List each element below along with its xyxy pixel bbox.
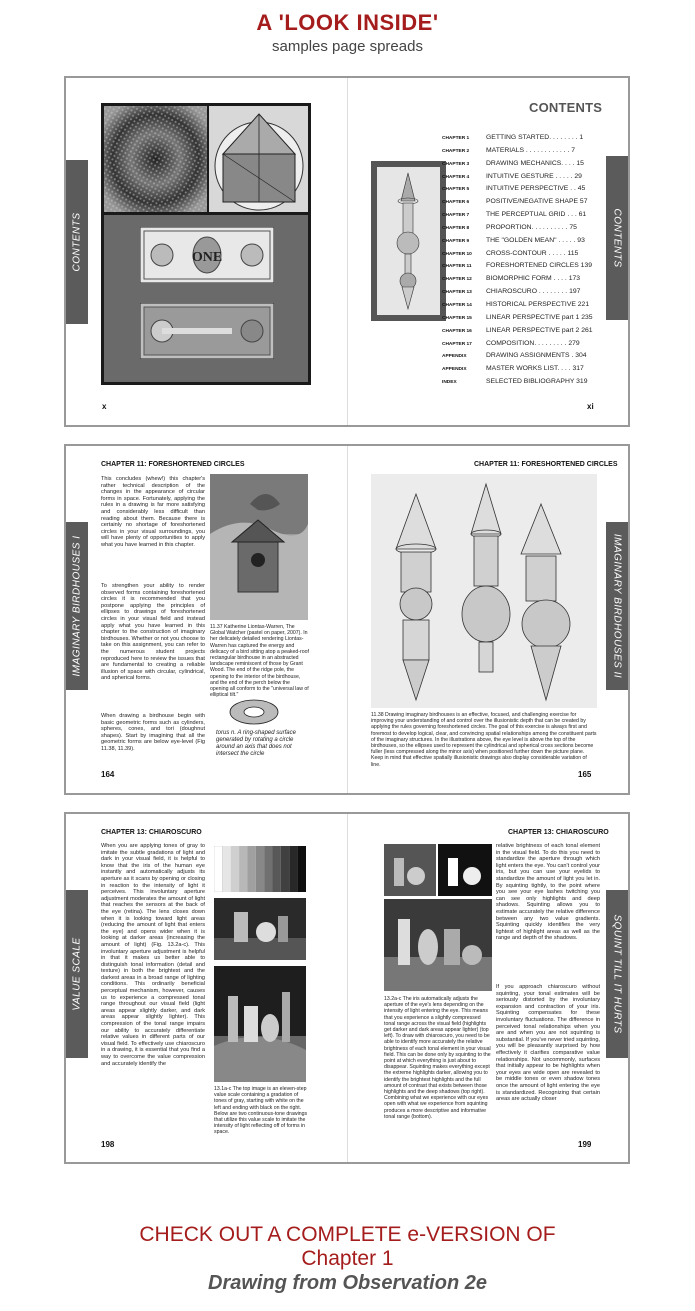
toc-row (442, 340, 602, 353)
toc-chapter-label: CHAPTER 12 (442, 277, 472, 283)
toc-row (442, 147, 602, 160)
left-running-head: CHAPTER 13: CHIAROSCURO (101, 829, 202, 836)
gutter (347, 814, 348, 1162)
spread-chiaroscuro (64, 812, 630, 1164)
left-side-tab: CONTENTS (66, 160, 88, 324)
toc-row (442, 314, 602, 327)
contents-heading: CONTENTS (529, 100, 603, 115)
right-side-tab: IMAGINARY BIRDHOUSES II (606, 522, 628, 690)
right-page-number: xi (587, 402, 594, 411)
right-body-text-1: relative brightness of each tonal element in the visual field. To do this you need to standardize the aperture through which light enters the eye. You can't control your iris, but you can use your eyelids to standardize the amount of light you let in. By squinting tightly, to the point where you see your eye lashes twitching you can see only highlights and deep shadows. Squinting allows you to estimate accurately the relative difference between any two value gradients. Squinting quickly identifies the very lightest of highlight areas as well as the range and depth of the shadows. (496, 843, 600, 942)
toc-chapter-label: CHAPTER 8 (442, 225, 470, 231)
left-paragraph-1: This concludes (whew!) this chapter's rather technical description of the changes in the appearance of circular forms in space. Fortunately, applying the rules in a drawing is far more satisfying and considerably less difficult than reading about them. Because there is certainly no shortage of foreshortened circles in your visual surroundings, you will have plenty of opportunities to apply what you have learned in this chapter. (101, 476, 205, 548)
left-body-text: When you are applying tones of gray to imitate the subtle gradations of light and dark in your visual field, it is helpful to know that the iris of the human eye instantly and automatically adjusts its aperture as it scans by opening or closing in reaction to the intensity of light it perceives. This involuntary aperture adjustment moderates the amount of light that reaches the sensors at the back of the eye (retina). The lens closes down when it is looking toward light areas (reducing the amount of light that enters the eye) and opens wider when it is looking at darker areas (increasing the amount of light) (Fig. 13.2a-c). This involuntary aperture adjustment is helpful in that it makes us better able to distinguish tonal information (detail and texture) in both the brightest and the darkest areas in a broad range of lighting conditions. This ordinarily beneficial perceptual mechanism, however, causes us to experience a compressed tonal range throughout our visual field (light areas appear slightly darker, and dark areas appear slightly lighter). This compression of the tonal range impairs our ability to accurately differentiate relative values in different parts of our visual field. To effectively use chiaroscuro in a drawing, it is essential that you find a way to overcome the value compression and accurately identify the (101, 843, 205, 1067)
figure-11-38-caption: 11.38 Drawing imaginary birdhouses is an effective, focused, and challenging exercise for improving your understanding of and control over the illusionistic depth that can be created by applying the rules governing foreshortened circles. The goal of this exercise is always first and foremost to develop logical, clear, and convincing spatial relationships among the constituent parts of the imaginary structures. In the illustrations above, the eye level is above the top of the birdhouses, so the ellipses used to represent the cylindrical and spherical cross sections become fuller (less compressed along the minor axis) when positioned further down the picture plane. Keep in mind that effective spatially illusionistic drawings also display considerable variation of line. (371, 712, 597, 768)
left-side-tab: IMAGINARY BIRDHOUSES I (66, 522, 88, 690)
toc-chapter-label: CHAPTER 11 (442, 264, 472, 270)
right-page-number: 165 (578, 770, 592, 779)
page-subtitle: samples page spreads (272, 38, 423, 55)
toc-row (442, 262, 602, 275)
toc-row (442, 378, 602, 391)
toc-chapter-label: CHAPTER 15 (442, 315, 472, 321)
toc-chapter-label: CHAPTER 5 (442, 187, 470, 193)
still-life-drawing-1 (214, 898, 306, 960)
figure-13-1-caption: 13.1a-c The top image is an eleven-step value scale containing a gradation of tones of gray, starting with white on the left and ending with black on the right. Below are two continuous-tone drawings that utilize this value scale to imitate the intensity of light reflecting off of forms in space. (214, 1086, 308, 1136)
toc-chapter-label: CHAPTER 14 (442, 302, 472, 308)
left-paragraph-2: To strengthen your ability to render observed forms containing foreshortened circles it is recommended that you postpone applying the principles of ellipses to drawings of foreshortened circles in your visual field and instead apply what you have learned in this chapter to the construction of imaginary birdhouses. Whether or not you choose to take on this assignment, you can refer to the numerous student projects reproduced here to review the issues that are fundamental to creating a reliable illusion of space with circular, cylindrical, and spherical forms. (101, 583, 205, 682)
toc-chapter-title: MATERIALS . . . . . . . . . . . . 7 (486, 146, 576, 154)
toc-chapter-title: MASTER WORKS LIST. . . . 317 (486, 365, 584, 373)
toc-row (442, 134, 602, 147)
left-side-tab: VALUE SCALE (66, 890, 88, 1058)
toc-row (442, 250, 602, 263)
right-running-head: CHAPTER 13: CHIAROSCURO (508, 829, 609, 836)
toc-chapter-label: CHAPTER 4 (442, 174, 470, 180)
toc-row (442, 327, 602, 340)
toc-chapter-label: CHAPTER 16 (442, 328, 472, 334)
right-side-tab: SQUINT TILL IT HURTS (606, 890, 628, 1058)
toc-chapter-title: BIOMORPHIC FORM . . . . 173 (486, 275, 581, 283)
toc-chapter-title: POSITIVE/NEGATIVE SHAPE 57 (486, 198, 588, 206)
toc-chapter-title: CHIAROSCURO . . . . . . . . 197 (486, 288, 581, 296)
toc-row (442, 301, 602, 314)
right-page-number: 199 (578, 1140, 592, 1149)
toc-chapter-title: SELECTED BIBLIOGRAPHY 319 (486, 378, 588, 386)
toc-row (442, 185, 602, 198)
toc-chapter-label: CHAPTER 17 (442, 341, 472, 347)
squint-still-life-small-2 (438, 844, 492, 896)
page-title: A 'LOOK INSIDE' (256, 10, 439, 35)
toc-row (442, 275, 602, 288)
right-running-head: CHAPTER 11: FORESHORTENED CIRCLES (474, 461, 618, 468)
toc-chapter-title: COMPOSITION. . . . . . . . . 279 (486, 339, 580, 347)
toc-row (442, 237, 602, 250)
value-scale (214, 846, 306, 892)
left-page-number: x (102, 402, 107, 411)
figure-11-37-caption: 11.37 Katherine Liontas-Warren, The Global Watcher (pastel on paper, 2007). In her delicately detailed rendering Liontas-Warren has captured the energy and delicacy of a bird sitting atop a peaked-roof rectangular birdhouse in an abstracted landscape reminiscent of those by Grant Wood. The end of the ridge pole, the opening to the interior of the birdhouse, and the end of the perch below the opening all conform to the "universal law of elliptical tilt." (210, 624, 309, 699)
toc-row (442, 160, 602, 173)
toc-chapter-title: THE PERCEPTUAL GRID . . . 61 (486, 211, 587, 219)
toc-chapter-title: CROSS-CONTOUR . . . . . 115 (486, 249, 579, 257)
figure-13-2-caption: 13.2a-c The iris automatically adjusts the aperture of the eye's lens depending on the intensity of light entering the eye. This means that you experience a slightly compressed tonal range across the visual field (highlights get darker and dark areas appear lighter) (top left). To draw with chiaroscuro, you need to be able to identify more accurately the relative brightness of each tonal element in your visual field. This can be done only by squinting to the point at which everything is just about to disappear. Squinting makes everything except the extreme highlights darker, allowing you to identify the brightest highlights and the full amount of contrast that exists between those highlights and the deep shadows (top right). Combining what we experience with our eyes open with what we experience from squinting produces a more descriptive and informative tonal range (bottom). (384, 996, 491, 1120)
toc-chapter-title: DRAWING ASSIGNMENTS . 304 (486, 352, 587, 360)
toc-chapter-label: CHAPTER 2 (442, 148, 470, 154)
left-paragraph-3: When drawing a birdhouse begin with basic geometric forms such as cylinders, spheres, cones, and tori (doughnut shapes). Start by imagining that all the geometric forms are below eye-level (Fig 11.38, 11.39). (101, 713, 205, 752)
toc-chapter-label: APPENDIX (442, 367, 467, 373)
right-body-text-2: If you approach chiaroscuro without squinting, your tonal estimates will be seriously distorted by the involuntary expansion and contraction of your iris. Squinting compensates for these involuntary fluctuations. The difference in perceived tonal relationships when you are and when you are not squinting is substantial. If you've never tried squinting, you will be pleasantly surprised by how effectively it clarifies comparative value relationships. Not uncommonly, surfaces that initially appear to be highlights when your eyes are wide open are revealed to be middle tones or even shadow tones once the amount of light entering the eye is standardized. Recognizing that certain areas are actually closer (496, 984, 600, 1103)
squint-still-life-large (384, 899, 492, 991)
toc-chapter-title: PROPORTION. . . . . . . . . . 75 (486, 223, 577, 231)
toc-chapter-label: CHAPTER 7 (442, 213, 470, 219)
left-running-head: CHAPTER 11: FORESHORTENED CIRCLES (101, 461, 245, 468)
toc-row (442, 173, 602, 186)
dollar-bill-tinted-image (140, 303, 274, 359)
toc-row (442, 211, 602, 224)
toc-row (442, 365, 602, 378)
still-life-drawing-2 (214, 966, 306, 1082)
toc-chapter-title: INTUITIVE PERSPECTIVE . . 45 (486, 185, 586, 193)
toc-chapter-title: THE "GOLDEN MEAN" . . . . . 93 (486, 236, 585, 244)
toc-chapter-label: CHAPTER 9 (442, 238, 470, 244)
dollar-panel (104, 215, 308, 382)
toc-chapter-label: INDEX (442, 380, 457, 386)
torus-icon (226, 696, 282, 728)
spread-contents (64, 76, 630, 427)
gutter (347, 446, 348, 793)
cta-line-1[interactable]: CHECK OUT A COMPLETE e-VERSION OF (139, 1223, 556, 1246)
toc-chapter-label: CHAPTER 13 (442, 290, 472, 296)
toc-chapter-title: LINEAR PERSPECTIVE part 2 261 (486, 326, 593, 334)
toc-chapter-label: APPENDIX (442, 354, 467, 360)
left-page-number: 164 (101, 770, 115, 779)
gutter (347, 78, 348, 425)
toc-chapter-title: DRAWING MECHANICS. . . . 15 (486, 159, 584, 167)
golden-rectangle-diagram (209, 106, 308, 212)
right-side-tab: CONTENTS (606, 156, 628, 320)
toc-chapter-title: GETTING STARTED. . . . . . . . 1 (486, 134, 584, 141)
image-collage (101, 103, 311, 385)
sunflower-image (104, 106, 207, 212)
dollar-bill-image (140, 227, 274, 283)
toc-row (442, 288, 602, 301)
birdhouse-drawing (371, 474, 597, 708)
toc-chapter-label: CHAPTER 1 (442, 136, 470, 141)
toc-chapter-label: CHAPTER 10 (442, 251, 472, 257)
toc-row (442, 224, 602, 237)
birdhouse-painting (210, 474, 308, 620)
dollar-text: ONE (191, 250, 223, 265)
toc-row (442, 352, 602, 365)
spread-birdhouses (64, 444, 630, 795)
sculpture-drawing (371, 161, 446, 321)
toc-chapter-title: FORESHORTENED CIRCLES 139 (486, 262, 593, 270)
toc-row (442, 198, 602, 211)
book-title: Drawing from Observation 2e (208, 1272, 487, 1294)
cta-line-2[interactable]: Chapter 1 (301, 1247, 394, 1270)
left-page-number: 198 (101, 1140, 115, 1149)
toc-chapter-label: CHAPTER 6 (442, 200, 470, 206)
toc-chapter-title: LINEAR PERSPECTIVE part 1 235 (486, 313, 593, 321)
toc-chapter-label: CHAPTER 3 (442, 161, 470, 167)
toc-chapter-title: HISTORICAL PERSPECTIVE 221 (486, 300, 590, 308)
table-of-contents (442, 134, 602, 391)
squint-still-life-small-1 (384, 844, 436, 896)
torus-definition: torus n. A ring-shaped surface generated by rotating a circle around an axis that does not intersect the circle (216, 730, 296, 757)
toc-chapter-title: INTUITIVE GESTURE . . . . . 29 (486, 172, 582, 180)
